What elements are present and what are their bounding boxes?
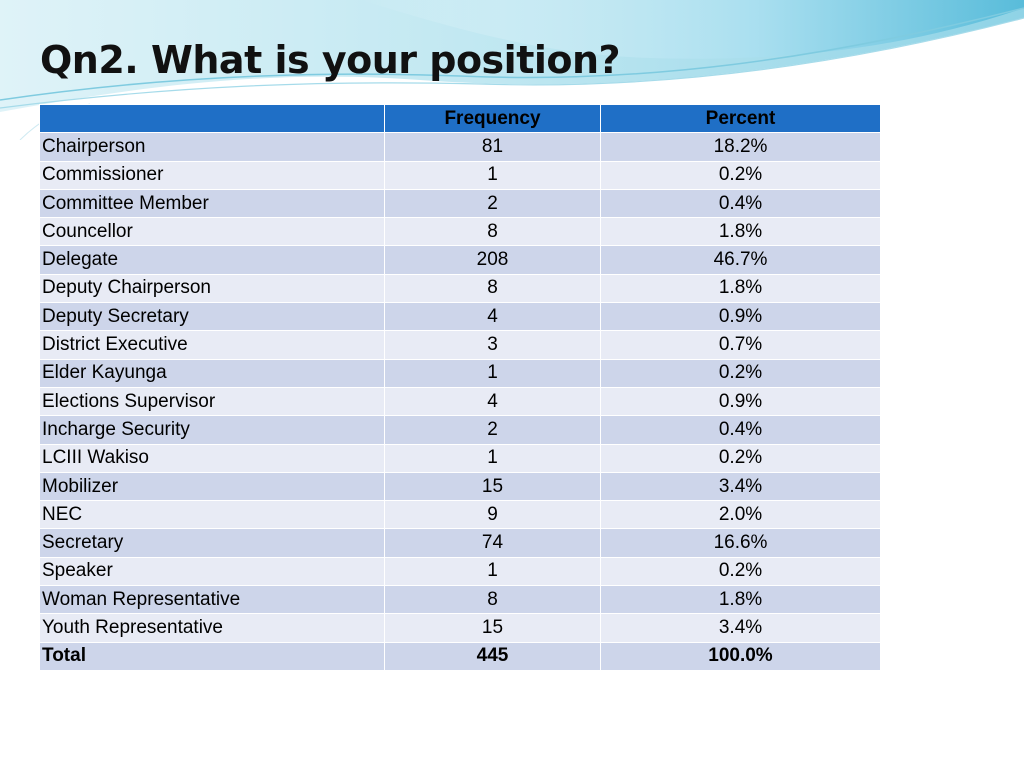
- row-percent: 16.6%: [601, 529, 881, 557]
- row-frequency: 208: [385, 246, 601, 274]
- row-frequency: 8: [385, 274, 601, 302]
- row-label: Deputy Secretary: [40, 303, 385, 331]
- frequency-table: [39, 104, 881, 671]
- row-frequency: 1: [385, 161, 601, 189]
- row-frequency: 15: [385, 472, 601, 500]
- row-percent: 0.2%: [601, 161, 881, 189]
- row-percent: 0.7%: [601, 331, 881, 359]
- table-row: [40, 614, 881, 642]
- row-percent: 0.2%: [601, 359, 881, 387]
- table-row: [40, 557, 881, 585]
- row-percent: 2.0%: [601, 501, 881, 529]
- table-row: [40, 189, 881, 217]
- row-percent: 0.9%: [601, 387, 881, 415]
- row-label: Elder Kayunga: [40, 359, 385, 387]
- row-label: Secretary: [40, 529, 385, 557]
- header-frequency: Frequency: [385, 105, 601, 133]
- row-frequency: 1: [385, 557, 601, 585]
- row-label: Total: [40, 642, 385, 670]
- row-percent: 0.4%: [601, 416, 881, 444]
- table-total-row: [40, 642, 881, 670]
- table-row: [40, 529, 881, 557]
- row-label: Committee Member: [40, 189, 385, 217]
- row-percent: 0.2%: [601, 557, 881, 585]
- row-label: NEC: [40, 501, 385, 529]
- row-frequency: 4: [385, 387, 601, 415]
- row-percent: 100.0%: [601, 642, 881, 670]
- row-percent: 0.2%: [601, 444, 881, 472]
- row-percent: 0.4%: [601, 189, 881, 217]
- row-label: Deputy Chairperson: [40, 274, 385, 302]
- row-frequency: 1: [385, 359, 601, 387]
- table-row: [40, 387, 881, 415]
- table-row: [40, 444, 881, 472]
- table-row: [40, 472, 881, 500]
- table-row: [40, 303, 881, 331]
- row-frequency: 81: [385, 133, 601, 161]
- row-frequency: 15: [385, 614, 601, 642]
- table-row: [40, 586, 881, 614]
- row-percent: 1.8%: [601, 586, 881, 614]
- row-frequency: 445: [385, 642, 601, 670]
- row-label: Mobilizer: [40, 472, 385, 500]
- row-frequency: 8: [385, 586, 601, 614]
- row-frequency: 2: [385, 416, 601, 444]
- row-percent: 18.2%: [601, 133, 881, 161]
- row-label: Commissioner: [40, 161, 385, 189]
- table-row: [40, 246, 881, 274]
- row-frequency: 2: [385, 189, 601, 217]
- row-label: Woman Representative: [40, 586, 385, 614]
- row-frequency: 1: [385, 444, 601, 472]
- row-label: Delegate: [40, 246, 385, 274]
- row-frequency: 8: [385, 218, 601, 246]
- row-label: Councellor: [40, 218, 385, 246]
- header-percent: Percent: [601, 105, 881, 133]
- row-label: Speaker: [40, 557, 385, 585]
- row-percent: 0.9%: [601, 303, 881, 331]
- row-label: District Executive: [40, 331, 385, 359]
- row-label: Incharge Security: [40, 416, 385, 444]
- table-row: [40, 133, 881, 161]
- header-label: [40, 105, 385, 133]
- row-frequency: 4: [385, 303, 601, 331]
- table-header-row: [40, 105, 881, 133]
- row-label: Chairperson: [40, 133, 385, 161]
- row-percent: 46.7%: [601, 246, 881, 274]
- row-frequency: 3: [385, 331, 601, 359]
- row-frequency: 9: [385, 501, 601, 529]
- table-row: [40, 274, 881, 302]
- row-label: Elections Supervisor: [40, 387, 385, 415]
- row-frequency: 74: [385, 529, 601, 557]
- table-row: [40, 501, 881, 529]
- row-percent: 3.4%: [601, 614, 881, 642]
- table-row: [40, 161, 881, 189]
- table-row: [40, 359, 881, 387]
- table-row: [40, 218, 881, 246]
- row-percent: 1.8%: [601, 274, 881, 302]
- table-row: [40, 331, 881, 359]
- row-label: Youth Representative: [40, 614, 385, 642]
- row-percent: 1.8%: [601, 218, 881, 246]
- table-row: [40, 416, 881, 444]
- slide-title: Qn2. What is your position?: [40, 38, 621, 82]
- row-label: LCIII Wakiso: [40, 444, 385, 472]
- row-percent: 3.4%: [601, 472, 881, 500]
